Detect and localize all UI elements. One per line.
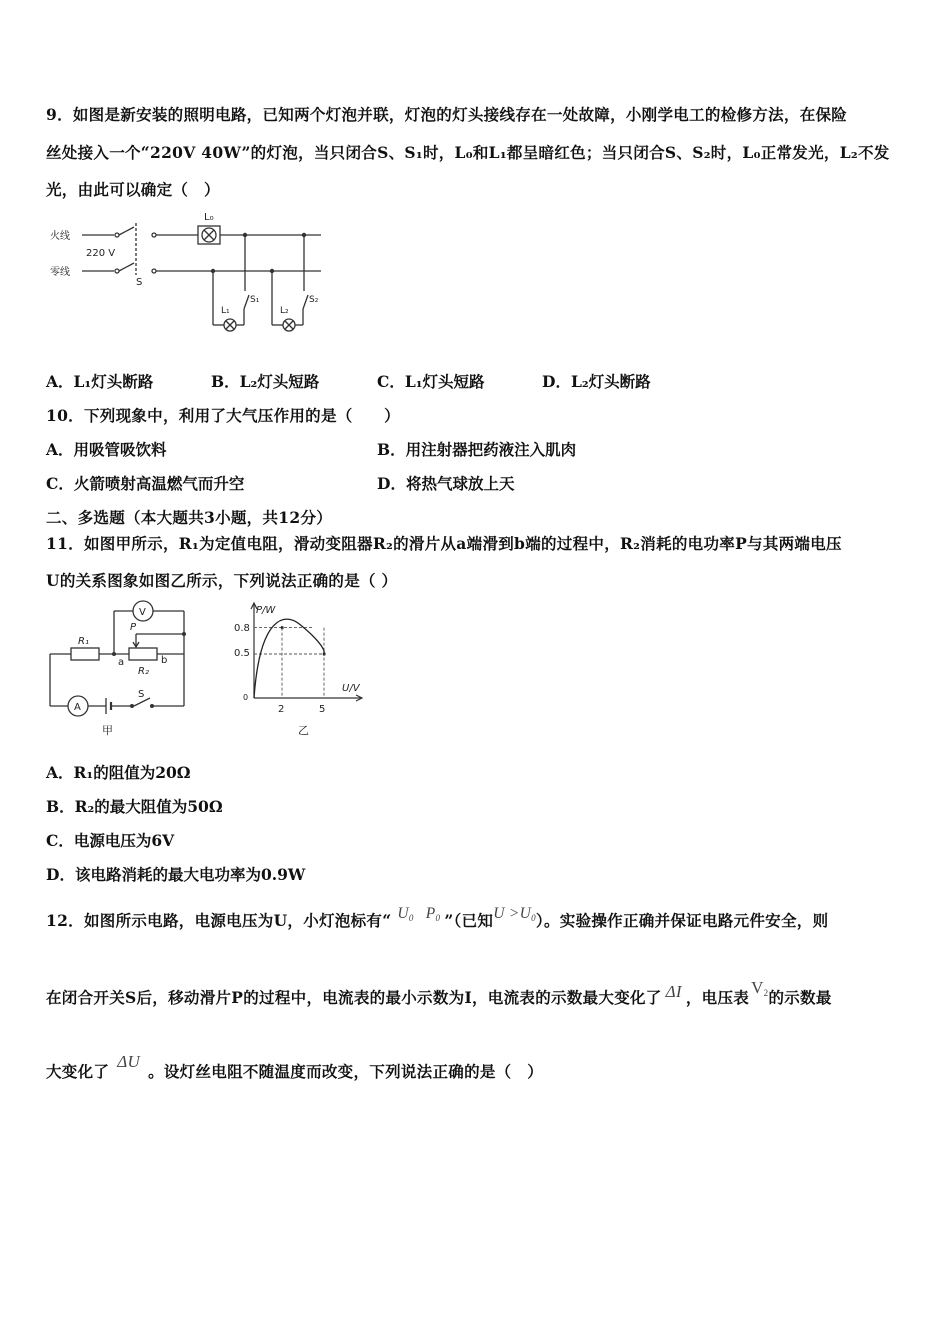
jia-b-label: b bbox=[161, 655, 168, 666]
jia-caption: 甲 bbox=[102, 724, 113, 737]
q9-option-b: B．L₂灯头短路 bbox=[211, 372, 320, 391]
q9-circuit-figure bbox=[46, 205, 336, 345]
q12-u-gt-u0: U >U0 bbox=[493, 905, 536, 923]
chart-ytick-0.8: 0.8 bbox=[234, 623, 250, 634]
q12-v2: V2 bbox=[751, 978, 769, 998]
jia-a-label: a bbox=[118, 657, 125, 668]
q10-option-d: D．将热气球放上天 bbox=[377, 474, 515, 493]
neutral-line-label: 零线 bbox=[50, 267, 70, 278]
chart-y-label: P/W bbox=[256, 605, 276, 616]
chart-origin-label: 0 bbox=[243, 693, 249, 702]
lamp0-label: L₀ bbox=[204, 212, 214, 223]
q11-option-c: C．电源电压为6V bbox=[46, 831, 175, 850]
q10-option-a: A．用吸管吸饮料 bbox=[46, 440, 167, 459]
q9-option-a: A．L₁灯头断路 bbox=[46, 372, 154, 391]
switch1-label: S₁ bbox=[250, 295, 260, 305]
jia-r1-label: R₁ bbox=[78, 636, 89, 647]
chart-xtick-5: 5 bbox=[319, 704, 326, 715]
q12-u0: U0 bbox=[397, 905, 414, 923]
q12-line3-b: 。设灯丝电阻不随温度而改变，下列说法正确的是（ ） bbox=[148, 1062, 544, 1081]
lamp1-label: L₁ bbox=[221, 306, 230, 316]
q9-option-d: D．L₂灯头断路 bbox=[542, 372, 651, 391]
voltmeter-icon: V bbox=[139, 607, 146, 618]
q12-line2-a: 在闭合开关S后，移动滑片P的过程中，电流表的最小示数为I，电流表的示数最大变化了 bbox=[46, 988, 662, 1007]
q12-line2-b: ，电压表 bbox=[685, 988, 750, 1007]
jia-switch-label: S bbox=[138, 689, 145, 700]
q10-option-c: C．火箭喷射高温燃气而升空 bbox=[46, 474, 245, 493]
q11-chart-yi bbox=[232, 598, 372, 740]
chart-series-p-line bbox=[254, 619, 324, 698]
q12-line1-c: ）。实验操作正确并保证电路元件安全，则 bbox=[535, 911, 829, 930]
q12-line3-a: 大变化了 bbox=[46, 1062, 110, 1081]
q12-line2-c: 的示数最 bbox=[768, 988, 832, 1007]
q11-option-d: D．该电路消耗的最大电功率为0.9W bbox=[46, 865, 306, 884]
q11-line2: U的关系图象如图乙所示，下列说法正确的是（ ） bbox=[46, 571, 398, 590]
chart-xtick-2: 2 bbox=[278, 704, 285, 715]
section2-heading: 二、多选题（本大题共3小题，共12分） bbox=[46, 508, 333, 527]
q12-delta-u: ΔU bbox=[117, 1052, 141, 1071]
q11-line1: 11．如图甲所示，R₁为定值电阻，滑动变阻器R₂的滑片从a端滑到b端的过程中，R₂消耗的电功率P与其两端电压 bbox=[46, 534, 842, 553]
q9-line3: 光，由此可以确定（ ） bbox=[46, 180, 220, 199]
q12-p0: P0 bbox=[425, 905, 441, 923]
q10-option-b: B．用注射器把药液注入肌肉 bbox=[377, 440, 577, 459]
jia-p-label: P bbox=[130, 622, 137, 633]
jia-r2-label: R₂ bbox=[138, 666, 149, 677]
lamp2-label: L₂ bbox=[280, 306, 289, 316]
q10-stem: 10．下列现象中，利用了大气压作用的是（ ） bbox=[46, 406, 400, 425]
yi-caption: 乙 bbox=[298, 724, 309, 737]
q12-delta-i: ΔI bbox=[665, 982, 682, 1001]
q11-option-a: A．R₁的阻值为20Ω bbox=[46, 763, 191, 782]
main-switch-label: S bbox=[136, 277, 143, 288]
q9-line1: 9．如图是新安装的照明电路，已知两个灯泡并联，灯泡的灯头接线存在一处故障，小刚学电工的检修方法，在保险 bbox=[46, 105, 848, 124]
voltage-label: 220 V bbox=[86, 248, 116, 259]
q11-option-b: B．R₂的最大阻值为50Ω bbox=[46, 797, 223, 816]
q12-line3 bbox=[46, 1052, 544, 1082]
chart-ytick-0.5: 0.5 bbox=[234, 648, 250, 659]
q12-line1-b: ”（已知 bbox=[444, 911, 494, 930]
q9-line2: 丝处接入一个“220V 40W”的灯泡，当只闭合S、S₁时，L₀和L₁都呈暗红色；当只闭合S、S₂时，L₀正常发光，L₂不发 bbox=[46, 143, 890, 162]
fire-line-label: 火线 bbox=[50, 231, 70, 242]
q12-line2 bbox=[46, 978, 832, 1008]
q11-circuit-figure-jia bbox=[44, 598, 194, 740]
q12-line1 bbox=[46, 905, 829, 931]
chart-x-label: U/V bbox=[342, 683, 360, 694]
q12-line1-a: 12．如图所示电路，电源电压为U，小灯泡标有“ bbox=[46, 911, 392, 930]
chart-point-2 bbox=[281, 626, 284, 629]
q9-option-c: C．L₁灯头短路 bbox=[377, 372, 485, 391]
ammeter-icon: A bbox=[74, 702, 81, 713]
switch2-label: S₂ bbox=[309, 295, 319, 305]
